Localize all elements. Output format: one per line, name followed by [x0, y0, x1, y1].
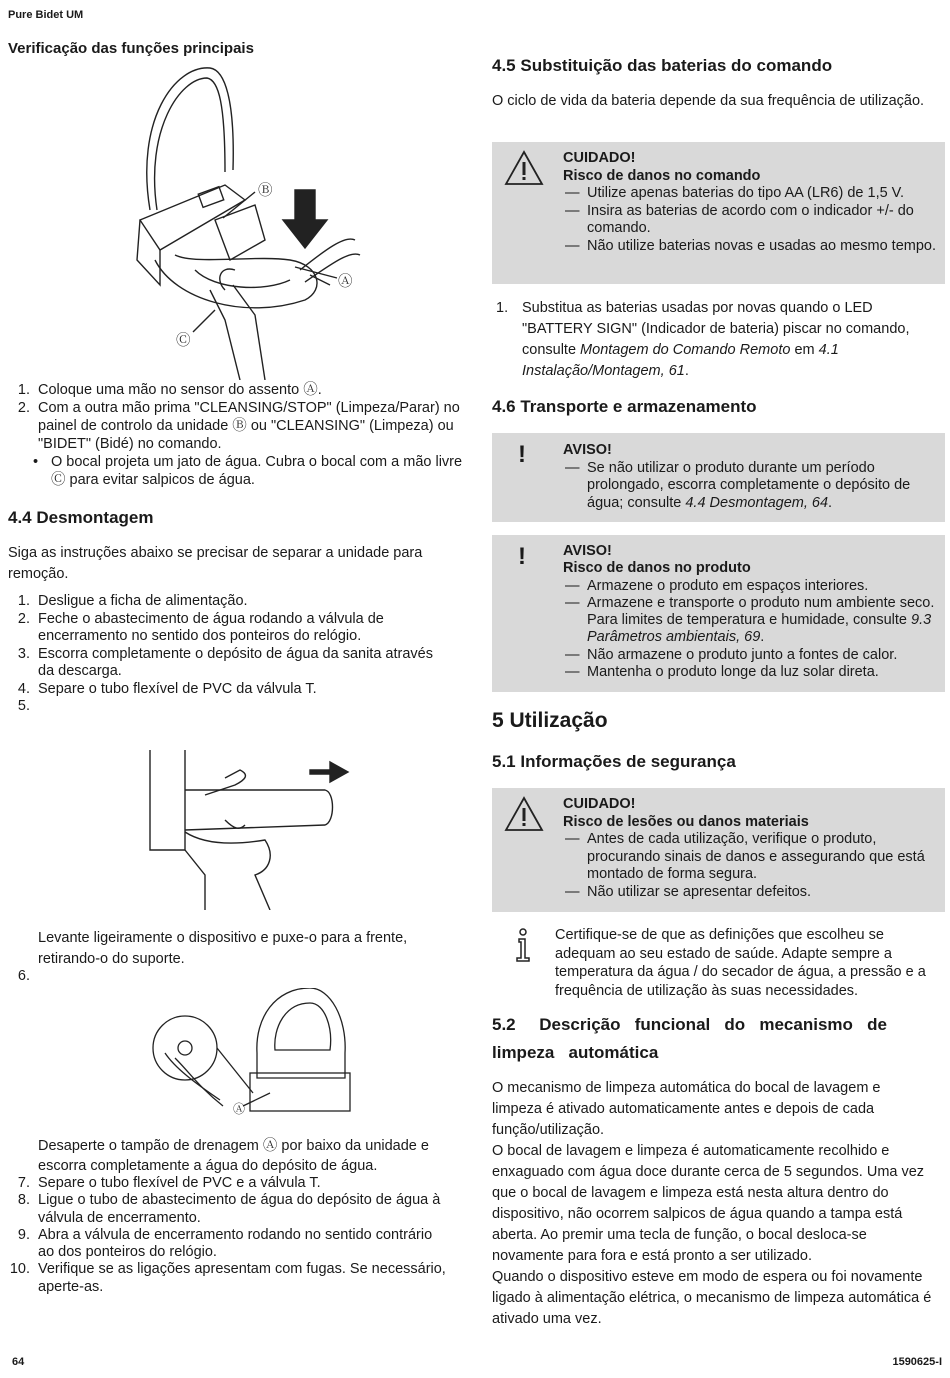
list-item: 9. Abra a válvula de encerramento rodando no sentido contrário ao dos ponteiros do relógio.	[17, 1226, 433, 1261]
function-check-illustration	[115, 60, 365, 380]
callout-c: Ⓒ	[176, 333, 191, 349]
caution-label: CUIDADO!	[563, 150, 636, 166]
chapter-5-title: 5 Utilização	[492, 709, 608, 732]
notice-label: AVISO!	[563, 543, 612, 559]
cross-reference[interactable]: 9.3 Parâmetros ambientais, 69	[587, 612, 932, 646]
remove-device-illustration	[145, 750, 355, 910]
list-item: 8. Ligue o tubo de abastecimento de água do depósito de água à válvula de encerramento.	[17, 1192, 441, 1226]
info-icon	[515, 928, 531, 962]
cross-reference[interactable]: Montagem do Comando Remoto	[580, 342, 791, 358]
list-item: 1. Desligue a ficha de alimentação.	[17, 593, 248, 609]
section-4-6-title: 4.6 Transporte e armazenamento	[492, 397, 757, 416]
notice-box-storage	[492, 433, 945, 522]
caution-subtitle: Risco de danos no comando	[563, 167, 761, 184]
paragraph: O bocal de lavagem e limpeza é automaticamente recolhido e enxaguado com água doce durante cerca de 5 segundos. Uma vez que o bocal de lavagem e limpeza está nesta altura dentro do dispositivo, não ocorrem salpicos de água quando a tampa está aberta. Ao premir uma tecla de função, o bocal desloca-se novamente para fora e está pronto a ser utilizado.	[492, 1143, 925, 1264]
section-4-4-intro: Siga as instruções abaixo se precisar de separar a unidade para remoção.	[8, 545, 423, 582]
warning-triangle-icon	[504, 150, 544, 186]
caution-item: — Insira as baterias de acordo com o indicador +/- do comando.	[563, 203, 938, 238]
notice-label: AVISO!	[563, 442, 612, 458]
section-5-2-title-line1: 5.2 Descrição funcional do mecanismo de	[492, 1015, 887, 1034]
info-note: Certifique-se de que as definições que escolheu se adequam ao seu estado de saúde. Adapte sempre a temperatura da água / do secador de água, a pressão e a frequência de utilização às suas necessidades.	[555, 927, 926, 999]
notice-item: — Armazene o produto em espaços interiores.	[563, 578, 938, 595]
notice-item: — Não armazene o produto junto a fontes de calor.	[563, 647, 938, 664]
callout-b: Ⓑ	[258, 183, 273, 199]
exclamation-icon: !	[518, 441, 526, 468]
caution-box-safety	[492, 788, 945, 912]
function-check-title: Verificação das funções principais	[8, 40, 254, 57]
section-5-2-title-line2: limpeza automática	[492, 1043, 659, 1062]
notice-item: — Se não utilizar o produto durante um período prolongado, escorra completamente o depósito de água; consulte 4.4 Desmontagem, 64.	[563, 460, 938, 513]
step-6-text: Desaperte o tampão de drenagem Ⓐ por baixo da unidade e escorra completamente a água do depósito de água.	[38, 1138, 429, 1174]
document-code: 1590625-I	[892, 1356, 942, 1368]
drain-plug-illustration	[145, 988, 360, 1118]
list-item: 4. Separe o tubo flexível de PVC da válvula T.	[17, 680, 317, 697]
notice-item: — Armazene e transporte o produto num ambiente seco. Para limites de temperatura e humidade, consulte 9.3 Parâmetros ambientais, 69.	[563, 595, 938, 647]
section-4-4-title: 4.4 Desmontagem	[8, 508, 154, 527]
bullet-icon: •	[33, 454, 39, 470]
caution-item: — Não utilizar se apresentar defeitos.	[563, 884, 938, 902]
cross-reference[interactable]: 4.1 Instalação/Montagem, 61	[522, 342, 839, 379]
callout-a: Ⓐ	[338, 274, 353, 290]
cross-reference[interactable]: 4.4 Desmontagem, 64	[685, 494, 829, 511]
notice-item: — Mantenha o produto longe da luz solar direta.	[563, 664, 938, 681]
caution-label: CUIDADO!	[563, 796, 636, 812]
caution-item: — Antes de cada utilização, verifique o produto, procurando sinais de danos e assegurando que está montado de forma segura.	[563, 831, 938, 884]
caution-subtitle: Risco de lesões ou danos materiais	[563, 813, 809, 830]
drain-callout-a: Ⓐ	[233, 1102, 246, 1116]
list-item: 2. Feche o abastecimento de água rodando a válvula de encerramento no sentido dos ponteiros do relógio.	[17, 610, 384, 644]
list-item: 7. Separe o tubo flexível de PVC e a válvula T.	[17, 1175, 321, 1191]
caution-item: — Utilize apenas baterias do tipo AA (LR6) de 1,5 V.	[563, 185, 938, 203]
caution-box-batteries	[492, 142, 945, 284]
paragraph: O mecanismo de limpeza automática do bocal de lavagem e limpeza é ativado automaticamente antes e depois de cada função/utilização.	[492, 1080, 881, 1138]
notice-subtitle: Risco de danos no produto	[563, 560, 751, 577]
list-item: 3. Escorra completamente o depósito de água da sanita através da descarga.	[17, 645, 433, 679]
paragraph: Quando o dispositivo esteve em modo de espera ou foi novamente ligado à alimentação elétrica, o mecanismo de limpeza automática é ativado uma vez.	[492, 1269, 932, 1327]
list-item: 2. Com a outra mão prima "CLEANSING/STOP" (Limpeza/Parar) no painel de controlo da unidade Ⓑ ou "CLEANSING" (Limpeza) ou "BIDET" (Bidé) no comando.	[17, 400, 460, 452]
section-4-5-intro: O ciclo de vida da bateria depende da sua frequência de utilização.	[492, 93, 925, 109]
section-4-5-title: 4.5 Substituição das baterias do comando	[492, 56, 833, 75]
caution-item: — Não utilize baterias novas e usadas ao mesmo tempo.	[563, 238, 938, 256]
document-title: Pure Bidet UM	[8, 9, 84, 21]
section-5-1-title: 5.1 Informações de segurança	[492, 752, 736, 771]
warning-triangle-icon	[504, 796, 544, 832]
list-item: 5.	[17, 698, 30, 714]
step-5-text: Levante ligeiramente o dispositivo e puxe-o para a frente, retirando-o do suporte.	[38, 930, 408, 967]
list-item: 1. Substitua as baterias usadas por novas quando o LED "BATTERY SIGN" (Indicador de bateria) piscar no comando, consulte Montagem do Comando Remoto em 4.1 Instalação/Montagem, 61.	[496, 300, 910, 379]
exclamation-icon: !	[518, 543, 526, 570]
bullet-item: • O bocal projeta um jato de água. Cubra o bocal com a mão livre Ⓒ para evitar salpicos de água.	[33, 454, 463, 488]
notice-box-product-damage	[492, 535, 945, 692]
list-item: 1. Coloque uma mão no sensor do assento Ⓐ.	[17, 382, 322, 398]
page-number: 64	[12, 1356, 25, 1368]
step-6-number: 6.	[17, 968, 30, 984]
list-item: 10. Verifique se as ligações apresentam com fugas. Se necessário, aperte-as.	[9, 1261, 446, 1295]
